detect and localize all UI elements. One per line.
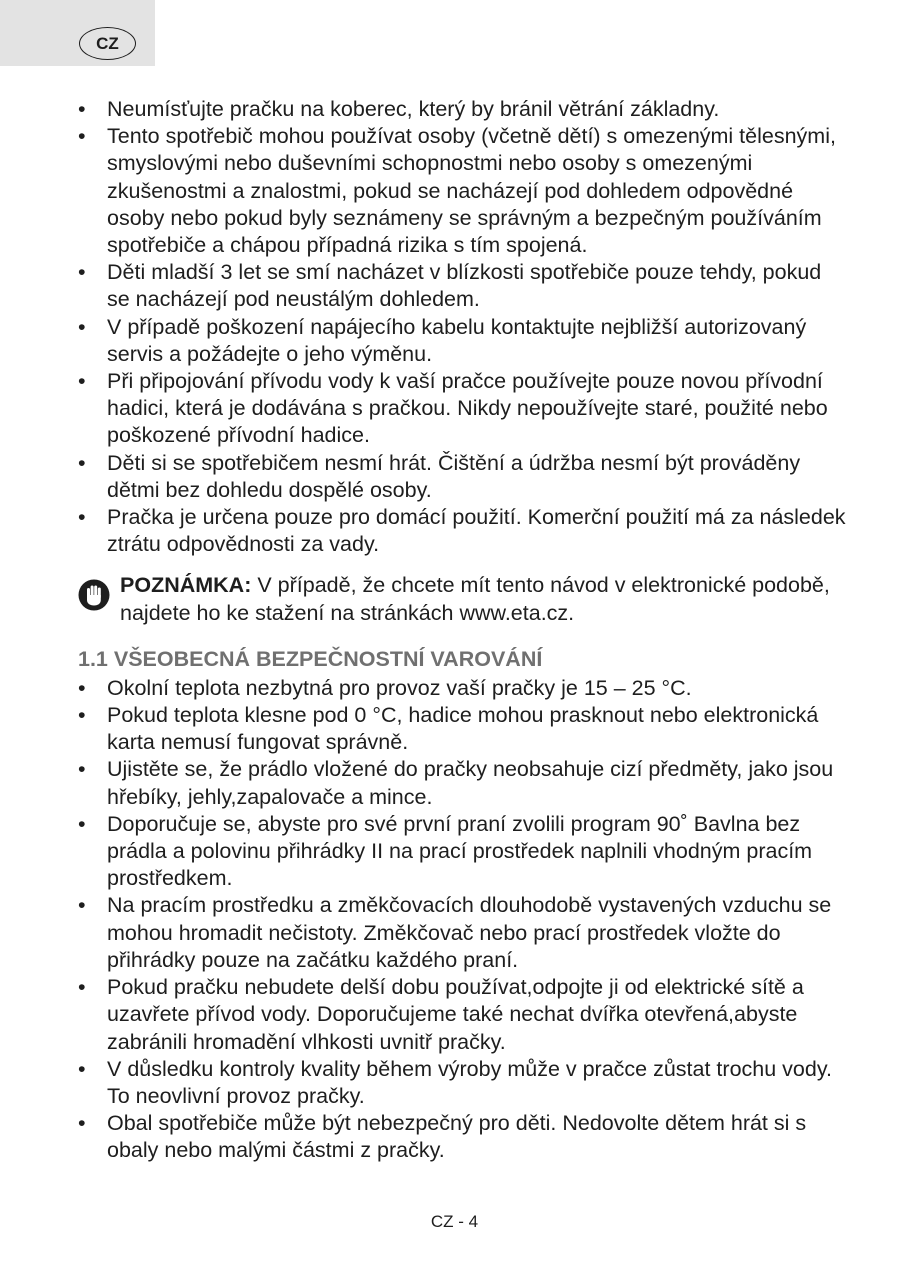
safety-bullet-list: [78, 675, 848, 1165]
hand-stop-icon: [78, 579, 110, 611]
list-item: • Obal spotřebiče může být nebezpečný pro děti. Nedovolte dětem hrát si s obaly nebo malými částmi z pračky.: [78, 1110, 848, 1164]
note-label: POZNÁMKA:: [120, 573, 252, 598]
language-tab: [0, 0, 155, 66]
list-item: • Děti si se spotřebičem nesmí hrát. Čištění a údržba nesmí být prováděny dětmi bez dohledu dospělé osoby.: [78, 450, 848, 504]
list-item: • Na pracím prostředku a změkčovacích dlouhodobě vystavených vzduchu se mohou hromadit nečistoty. Změkčovač nebo prací prostředek vložte do přihrádky pouze na začátku každého praní.: [78, 892, 848, 974]
list-item: • Tento spotřebič mohou používat osoby (včetně dětí) s omezenými tělesnými, smyslovými nebo duševními schopnostmi nebo osoby s omezenými zkušenostmi a znalostmi, pokud se nacházejí pod dohledem odpovědné osoby nebo pokud byly seznámeny se správným a bezpečným používáním spotřebiče a chápou případná rizika s tím spojená.: [78, 123, 848, 259]
intro-bullet-list: [78, 96, 848, 558]
list-item: • Děti mladší 3 let se smí nacházet v blízkosti spotřebiče pouze tehdy, pokud se nacházejí pod neustálým dohledem.: [78, 259, 848, 313]
list-item: • V případě poškození napájecího kabelu kontaktujte nejbližší autorizovaný servis a požádejte o jeho výměnu.: [78, 314, 848, 368]
section-title: 1.1 VŠEOBECNÁ BEZPEČNOSTNÍ VAROVÁNÍ: [78, 646, 543, 671]
list-item: • Doporučuje se, abyste pro své první praní zvolili program 90˚ Bavlna bez prádla a polovinu přihrádky II na prací prostředek naplnili vhodným pracím prostředkem.: [78, 811, 848, 893]
note-text: V případě, že chcete mít tento návod v elektronické podobě, najdete ho ke stažení na stránkách www.eta.cz.: [120, 573, 830, 625]
list-item: • Pokud pračku nebudete delší dobu používat,odpojte ji od elektrické sítě a uzavřete přívod vody. Doporučujeme také nechat dvířka otevřená,abyste zabránili hromadění vlhkosti uvnitř pračky.: [78, 974, 848, 1056]
language-badge: CZ: [79, 27, 136, 60]
note-block: [78, 572, 848, 626]
list-item: • Při připojování přívodu vody k vaší pračce používejte pouze novou přívodní hadici, která je dodávána s pračkou. Nikdy nepoužívejte staré, použité nebo poškozené přívodní hadice.: [78, 368, 848, 450]
list-item: • V důsledku kontroly kvality během výroby může v pračce zůstat trochu vody. To neovlivní provoz pračky.: [78, 1056, 848, 1110]
page-number: CZ - 4: [430, 1212, 479, 1231]
list-item: • Neumísťujte pračku na koberec, který by bránil větrání základny.: [78, 96, 848, 123]
list-item: • Pokud teplota klesne pod 0 °C, hadice mohou prasknout nebo elektronická karta nemusí fungovat správně.: [78, 702, 848, 756]
list-item: • Ujistěte se, že prádlo vložené do pračky neobsahuje cizí předměty, jako jsou hřebíky, jehly,zapalovače a mince.: [78, 756, 848, 810]
page-content: [78, 96, 848, 1165]
list-item: • Okolní teplota nezbytná pro provoz vaší pračky je 15 – 25 °C.: [78, 675, 848, 702]
list-item: • Pračka je určena pouze pro domácí použití. Komerční použití má za následek ztrátu odpovědnosti za vady.: [78, 504, 848, 558]
